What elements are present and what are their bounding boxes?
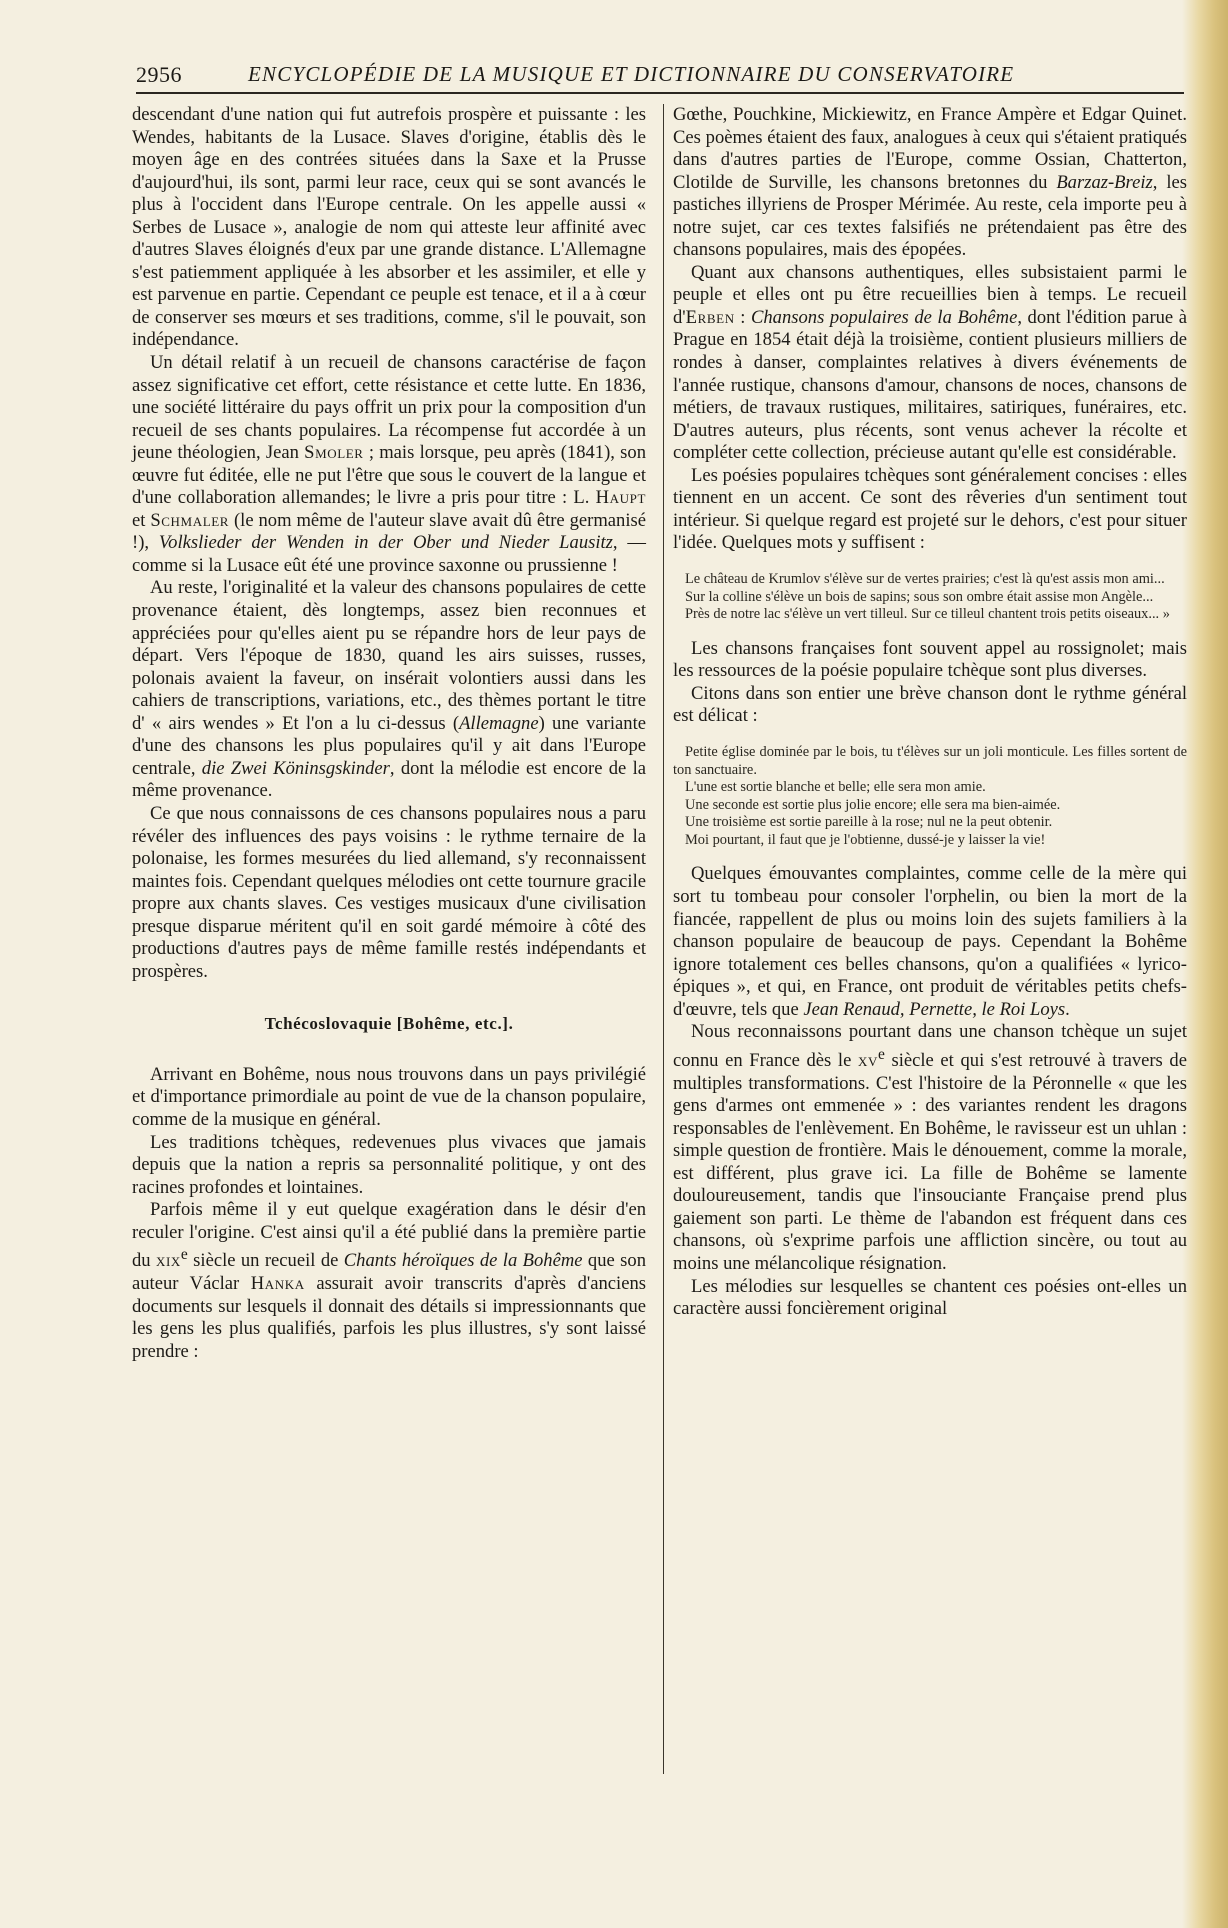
page-header (136, 62, 1184, 94)
paragraph: Nous reconnaissons pourtant dans une chanson tchèque un sujet connu en France dès le $xv^e$ siècle et qui s'est retrouvé à travers de multiples transformations. C'est l'histoire de la Péronnelle « que les gens d'armes ont emmenée » : des variantes rendent les dragons responsables de l'enlèvement. En Bohême, le ravisseur est un uhlan : simple question de frontière. Mais le dénouement, comme la morale, est différent, plus grave ici. La fille de Bohême se lamente douloureusement, tandis que l'insouciante Française prend plus gaiement son parti. Le thème de l'abandon est fréquent dans ces chansons, où s'exprime parfois une affliction sincère, ou tout au moins une mélancolique résignation. (673, 1021, 1187, 1274)
paragraph: Gœthe, Pouchkine, Mickiewitz, en France Ampère et Edgar Quinet. Ces poèmes étaient des faux, analogues à ceux qui s'étaient pratiqués dans d'autres parties de l'Europe, comme Ossian, Chatterton, Clotilde de Surville, les chansons bretonnes du Barzaz-Breiz, les pastiches illyriens de Prosper Mérimée. Au reste, cela importe peu à notre sujet, car ces textes falsifiés ne prétendaient pas être des chansons populaires, mais des épopées. (673, 104, 1188, 261)
quote-line: L'une est sortie blanche et belle; elle sera mon amie. (685, 779, 986, 796)
paragraph: Citons dans son entier une brève chanson dont le rythme général est délicat : (673, 682, 1187, 727)
right-column (673, 104, 1187, 1321)
century-numeral: xv (857, 1050, 878, 1072)
paragraph: descendant d'une nation qui fut autrefois prospère et puissante : les Wendes, habitants de la Lusace. Slaves d'origine, établis dès le moyen âge en des contrées situées dans la Saxe et la Prusse d'aujourd'hui, ils sont, parmi leur race, ceux qui se sont avancés le plus à l'occident dans l'Europe centrale. On les appelle aussi « Serbes de Lusace », analogie de nom qui atteste leur affinité avec d'autres Slaves éloignés d'eux par une grande distance. L'Allemagne s'est patiemment appliquée à les absorber et les assimiler, et elle y est parvenue en partie. Cependant ce peuple est tenace, et il a à cœur de conserver ses mœurs et ses traditions, comme, s'il le pouvait, son indépendance. (132, 104, 646, 351)
book-title: Chansons populaires de la Bohême (750, 306, 1018, 328)
paragraph: Quelques émouvantes complaintes, comme celle de la mère qui sort tu tombeau pour consoler l'orphelin, ou bien la mort de la fiancée, rappellent de plus ou moins loin des sujets familiers à la chanson populaire de beaucoup de pays. Cependant la Bohême ignore totalement ces belles chansons, qu'on a qualifiées « lyrico-épiques », et qui, en France, ont produit de véritables petits chefs-d'œuvre, tels que Jean Renaud, Pernette, le Roi Loys. (673, 863, 1187, 1020)
page-edge-shadow (1182, 0, 1228, 1928)
quote-line: Une troisième est sortie pareille à la rose; nul ne la peut obtenir. (685, 814, 1053, 831)
author-name: Haupt (595, 487, 646, 509)
quote-line: Le château de Krumlov s'élève sur de vertes prairies; c'est là qu'est assis mon ami... (685, 570, 1165, 587)
book-title: Barzaz-Breiz (1056, 171, 1153, 193)
author-name: Smoler (304, 442, 364, 464)
paragraph: Arrivant en Bohême, nous nous trouvons dans un pays privilégié et d'importance primordiale au point de vue de la chanson populaire, comme de la musique en général. (132, 1063, 646, 1130)
running-title: ENCYCLOPÉDIE DE LA MUSIQUE ET DICTIONNAIRE DU CONSERVATOIRE (248, 62, 1015, 86)
paragraph: Les traditions tchèques, redevenues plus vivaces que jamais depuis que la nation a repris sa personnalité politique, y ont des racines profondes et lointaines. (132, 1131, 646, 1198)
paragraph: Les mélodies sur lesquelles se chantent ces poésies ont-elles un caractère aussi foncièrement original (673, 1275, 1187, 1320)
page-number: 2956 (136, 62, 182, 87)
paragraph: Parfois même il y eut quelque exagération dans le désir d'en reculer l'origine. C'est ainsi qu'il a été publié dans la première partie du xix$^e$ siècle un recueil de Chants héroïques de la Bohême que son auteur Václar Hanka assurait avoir transcrits d'après d'anciens documents sur lesquels il donnait des détails si impressionnants que les gens les plus qualifiés, parfois les plus illustres, s'y sont laissé prendre : (132, 1199, 646, 1362)
author-name: Hanka (250, 1272, 305, 1294)
cross-reference: Allemagne (459, 712, 539, 734)
author-name: Schmaler (150, 509, 230, 531)
quote-line: Moi pourtant, il faut que je l'obtienne, dussé-je y laisser la vie! (685, 831, 1046, 848)
song-title: die Zwei Köninsgskinder (201, 757, 390, 779)
book-title: Volkslieder der Wenden in der Ober und Nieder Lausitz (158, 532, 613, 554)
paragraph: Les chansons françaises font souvent appel au rossignolet; mais les ressources de la poésie populaire tchèque sont plus diverses. (673, 637, 1187, 682)
song-quote-petite-eglise (673, 744, 1187, 850)
song-quote-krumlov (673, 571, 1187, 624)
author-name: Erben (685, 306, 735, 328)
paragraph: Au reste, l'originalité et la valeur des chansons populaires de cette provenance étaient, dès longtemps, assez bien reconnues et appréciées pour qu'elles aient pu se répandre hors de leur pays de départ. Vers l'époque de 1830, quand les airs suisses, russes, polonais avaient la faveur, on insérait volontiers aussi dans les cahiers de transcriptions, variations, etc., des thèmes portant le titre d' « airs wendes » Et l'on a lu ci-dessus (Allemagne) une variante d'une des chansons les plus populaires qu'il y ait dans l'Europe centrale, die Zwei Köninsgskinder, dont la mélodie est encore de la même provenance. (132, 577, 646, 802)
quote-line: Près de notre lac s'élève un vert tilleul. Sur ce tilleul chantent trois petits oiseaux... » (685, 606, 1170, 623)
book-title: Chants héroïques de la Bohême (343, 1250, 583, 1272)
quote-line: Petite église dominée par le bois, tu t'élèves sur un joli monticule. Les filles sortent de ton sanctuaire. (673, 743, 1187, 778)
paragraph: Un détail relatif à un recueil de chansons caractérise de façon assez significative cet effort, cette résistance et cette lutte. En 1836, une société littéraire du pays offrit un prix pour la composition d'un recueil de ses chants populaires. La récompense fut accordée à un jeune théologien, Jean Smoler ; mais lorsque, peu après (1841), son œuvre fut éditée, elle ne put l'être que sous le couvert de la langue et d'une collaboration allemandes; le livre a pris pour titre : L. Haupt et Schmaler (le nom même de l'auteur slave avait dû être germanisé !), Volkslieder der Wenden in der Ober und Nieder Lausitz, — comme si la Lusace eût été une province saxonne ou prussienne ! (132, 352, 647, 576)
century-numeral: xix (155, 1250, 181, 1272)
paragraph: Ce que nous connaissons de ces chansons populaires nous a paru révéler des influences des pays voisins : le rythme ternaire de la polonaise, les formes mesurées du lied allemand, s'y reconnaissent maintes fois. Cependant quelques mélodies ont cette tournure gracile propre aux chants slaves. Ces vestiges musicaux d'une civilisation presque disparue méritent qu'il en soit gardé mémoire à côté des productions d'autres pays de même famille restés indépendants et prospères. (132, 802, 646, 982)
quote-line: Sur la colline s'élève un bois de sapins; sous son ombre était assise mon Angèle... (685, 588, 1154, 605)
song-titles: Jean Renaud, Pernette, le Roi Loys (803, 998, 1066, 1020)
paragraph: Les poésies populaires tchèques sont généralement concises : elles tiennent en un accent. Ce sont des rêveries d'un sentiment tout intérieur. Si quelque regard est projeté sur le dehors, c'est pour situer l'idée. Quelques mots y suffisent : (673, 464, 1187, 554)
quote-line: Une seconde est sortie plus jolie encore; elle sera ma bien-aimée. (685, 796, 1061, 813)
left-column (132, 104, 646, 1363)
paragraph: Quant aux chansons authentiques, elles subsistaient parmi le peuple et elles ont pu être recueillies bien à temps. Le recueil d'Erben : Chansons populaires de la Bohême, dont l'édition parue à Prague en 1854 était déjà la troisième, contient plusieurs milliers de rondes à danser, complaintes relatives à divers événements de l'année rustique, chansons d'amour, chansons de noces, chansons de métiers, de travaux rustiques, militaires, satiriques, funéraires, etc. D'autres auteurs, plus récents, sont venus achever la récolte et compléter cette collection, précieuse autant qu'elle est considérable. (673, 261, 1187, 464)
column-divider (663, 104, 664, 1774)
section-heading: Tchécoslovaquie [Bohême, etc.]. (264, 1014, 514, 1034)
